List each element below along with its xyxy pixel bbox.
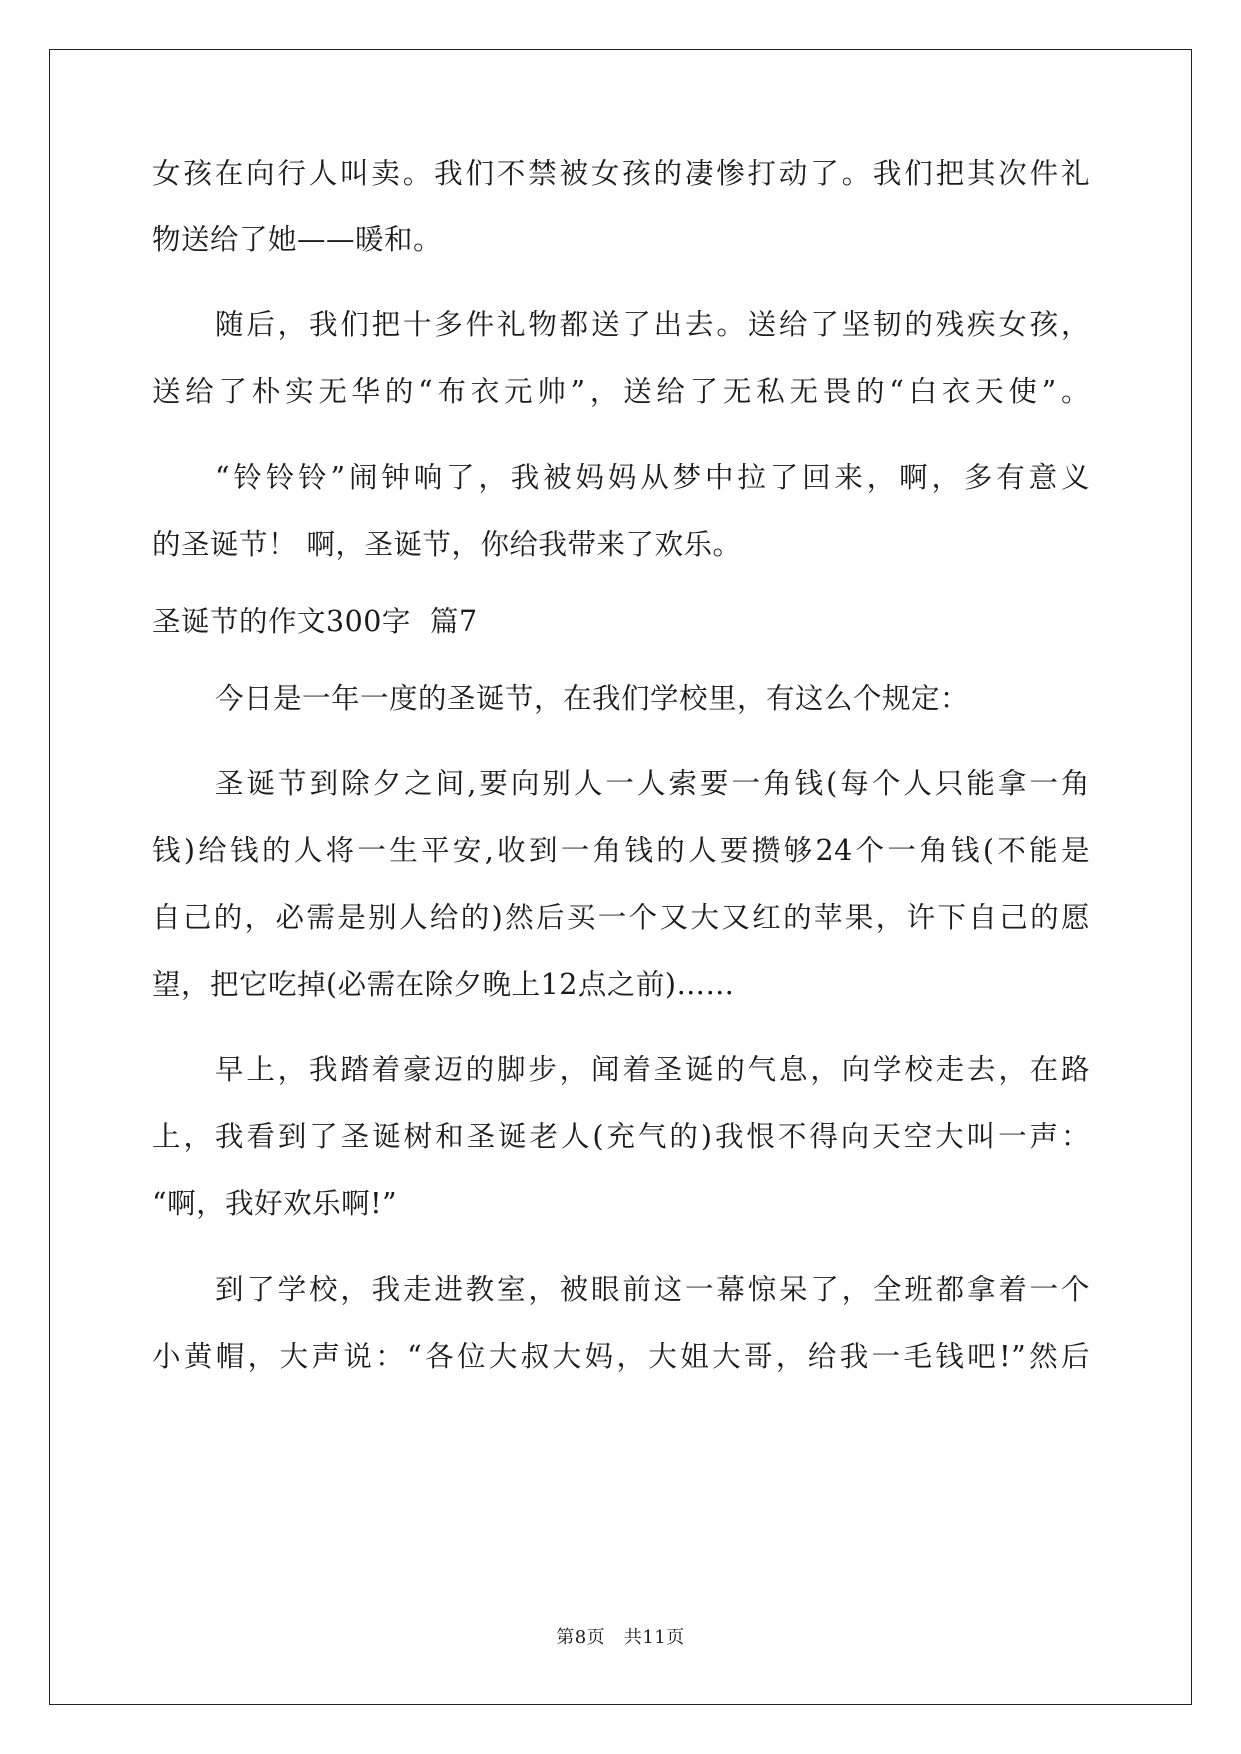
paragraph-line: 自己的，必需是别人给的)然后买一个又大又红的苹果，许下自己的愿 <box>152 901 1090 934</box>
paragraph-line: 的圣诞节！ 啊，圣诞节，你给我带来了欢乐。 <box>152 528 742 561</box>
paragraph-line: 望，把它吃掉(必需在除夕晚上12点之前)…… <box>152 968 735 1001</box>
paragraph-line: 圣诞节到除夕之间,要向别人一人索要一角钱(每个人只能拿一角 <box>215 767 1090 800</box>
paragraph-line: 今日是一年一度的圣诞节，在我们学校里，有这么个规定： <box>215 682 970 715</box>
paragraph-line: 随后，我们把十多件礼物都送了出去。送给了坚韧的残疾女孩， <box>215 308 1090 341</box>
paragraph-line: 女孩在向行人叫卖。我们不禁被女孩的凄惨打动了。我们把其次件礼 <box>152 157 1090 190</box>
paragraph-line: “啊，我好欢乐啊!” <box>152 1187 398 1220</box>
paragraph-line: 物送给了她——暖和。 <box>152 223 443 256</box>
paragraph-line: 送给了朴实无华的“布衣元帅”，送给了无私无畏的“白衣天使”。 <box>152 375 1090 408</box>
paragraph-line: 上，我看到了圣诞树和圣诞老人(充气的)我恨不得向天空大叫一声： <box>152 1120 1090 1153</box>
paragraph-line: 到了学校，我走进教室，被眼前这一幕惊呆了，全班都拿着一个 <box>215 1273 1090 1306</box>
page-border <box>49 49 1192 1705</box>
paragraph-line: “铃铃铃”闹钟响了，我被妈妈从梦中拉了回来，啊，多有意义 <box>215 461 1090 494</box>
paragraph-line: 钱)给钱的人将一生平安,收到一角钱的人要攒够24个一角钱(不能是 <box>152 834 1090 867</box>
paragraph-line: 小黄帽，大声说：“各位大叔大妈，大姐大哥，给我一毛钱吧!”然后 <box>152 1340 1090 1373</box>
page-number: 第8页 共11页 <box>556 1627 685 1648</box>
paragraph-line: 早上，我踏着豪迈的脚步，闻着圣诞的气息，向学校走去，在路 <box>215 1053 1090 1086</box>
section-heading: 圣诞节的作文300字 篇7 <box>152 605 478 638</box>
